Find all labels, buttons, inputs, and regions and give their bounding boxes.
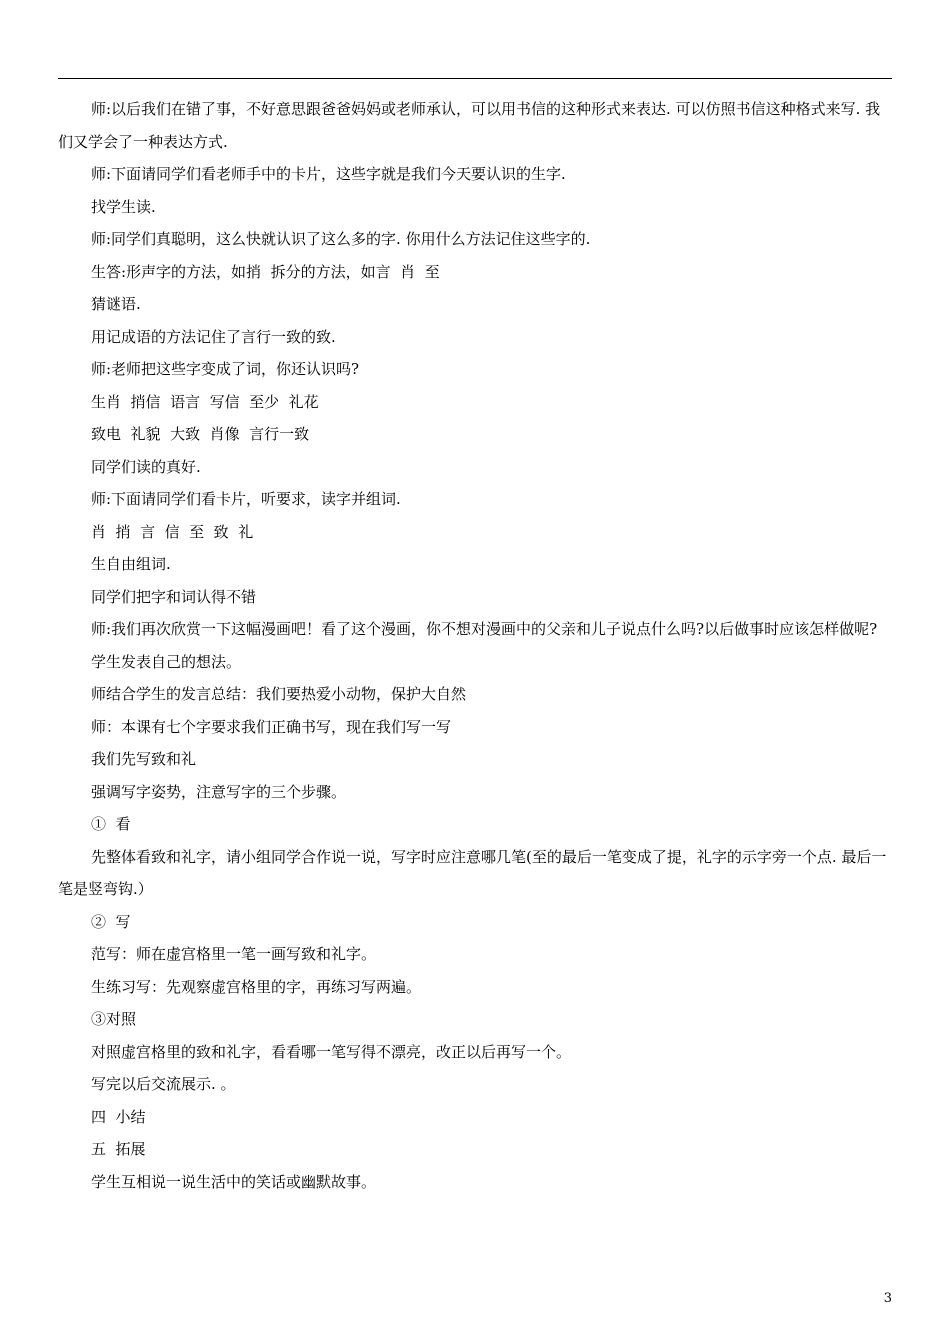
paragraph: ③对照 — [91, 1010, 137, 1028]
paragraph: 我们先写致和礼 — [91, 750, 197, 768]
paragraph: 师:以后我们在错了事，不好意思跟爸爸妈妈或老师承认，可以用书信的这种形式来表达. 可以仿照书信这种格式来写. 我们又学会了一种表达方式. — [58, 100, 881, 151]
paragraph: 五 拓展 — [91, 1140, 146, 1158]
paragraph: 生自由组词. — [91, 555, 171, 573]
header-rule — [58, 78, 892, 79]
paragraph: 猜谜语. — [91, 295, 141, 313]
paragraph: 致电 礼貌 大致 肖像 言行一致 — [91, 425, 310, 443]
paragraph: 生答:形声字的方法，如捎 拆分的方法，如言 肖 至 — [91, 262, 440, 281]
paragraph: 师:我们再次欣赏一下这幅漫画吧！看了这个漫画，你不想对漫画中的父亲和儿子说点什么吗?以后做事时应该怎样做呢? — [91, 620, 878, 638]
paragraph: 学生发表自己的想法。 — [91, 652, 242, 671]
paragraph: 肖 捎 言 信 至 致 礼 — [91, 522, 254, 541]
paragraph: 生肖 捎信 语言 写信 至少 礼花 — [91, 392, 319, 411]
paragraph: 强调写字姿势，注意写字的三个步骤。 — [91, 782, 347, 801]
paragraph: 师:下面请同学们看老师手中的卡片，这些字就是我们今天要认识的生字. — [91, 165, 566, 183]
paragraph: 师:老师把这些字变成了词，你还认识吗? — [91, 360, 360, 378]
paragraph: 生练习写：先观察虚宫格里的字，再练习写两遍。 — [91, 977, 422, 996]
paragraph: 四 小结 — [91, 1107, 146, 1126]
paragraph: 学生互相说一说生活中的笑话或幽默故事。 — [91, 1172, 377, 1191]
paragraph: 同学们读的真好. — [91, 457, 201, 476]
paragraph: 写完以后交流展示. 。 — [91, 1075, 236, 1093]
paragraph: ① 看 — [91, 815, 131, 833]
paragraph: 师：本课有七个字要求我们正确书写，现在我们写一写 — [91, 717, 452, 736]
paragraph: 师:同学们真聪明，这么快就认识了这么多的字. 你用什么方法记住这些字的. — [91, 230, 591, 248]
paragraph: 同学们把字和词认得不错 — [91, 587, 257, 606]
paragraph: 范写：师在虚宫格里一笔一画写致和礼字。 — [91, 945, 377, 963]
page-number: 3 — [883, 1291, 892, 1306]
document-body — [58, 93, 892, 1198]
paragraph: 先整体看致和礼字，请小组同学合作说一说，写字时应注意哪几笔(至的最后一笔变成了提，礼字的示字旁一个点. 最后一笔是竖弯钩.） — [58, 847, 887, 898]
paragraph: 用记成语的方法记住了言行一致的致. — [91, 327, 336, 346]
paragraph: 师:下面请同学们看卡片，听要求，读字并组词. — [91, 490, 401, 508]
paragraph: 找学生读. — [91, 197, 156, 216]
paragraph: 师结合学生的发言总结：我们要热爱小动物，保护大自然 — [91, 685, 467, 703]
paragraph: 对照虚宫格里的致和礼字，看看哪一笔写得不漂亮，改正以后再写一个。 — [91, 1042, 572, 1061]
paragraph: ② 写 — [91, 912, 131, 931]
